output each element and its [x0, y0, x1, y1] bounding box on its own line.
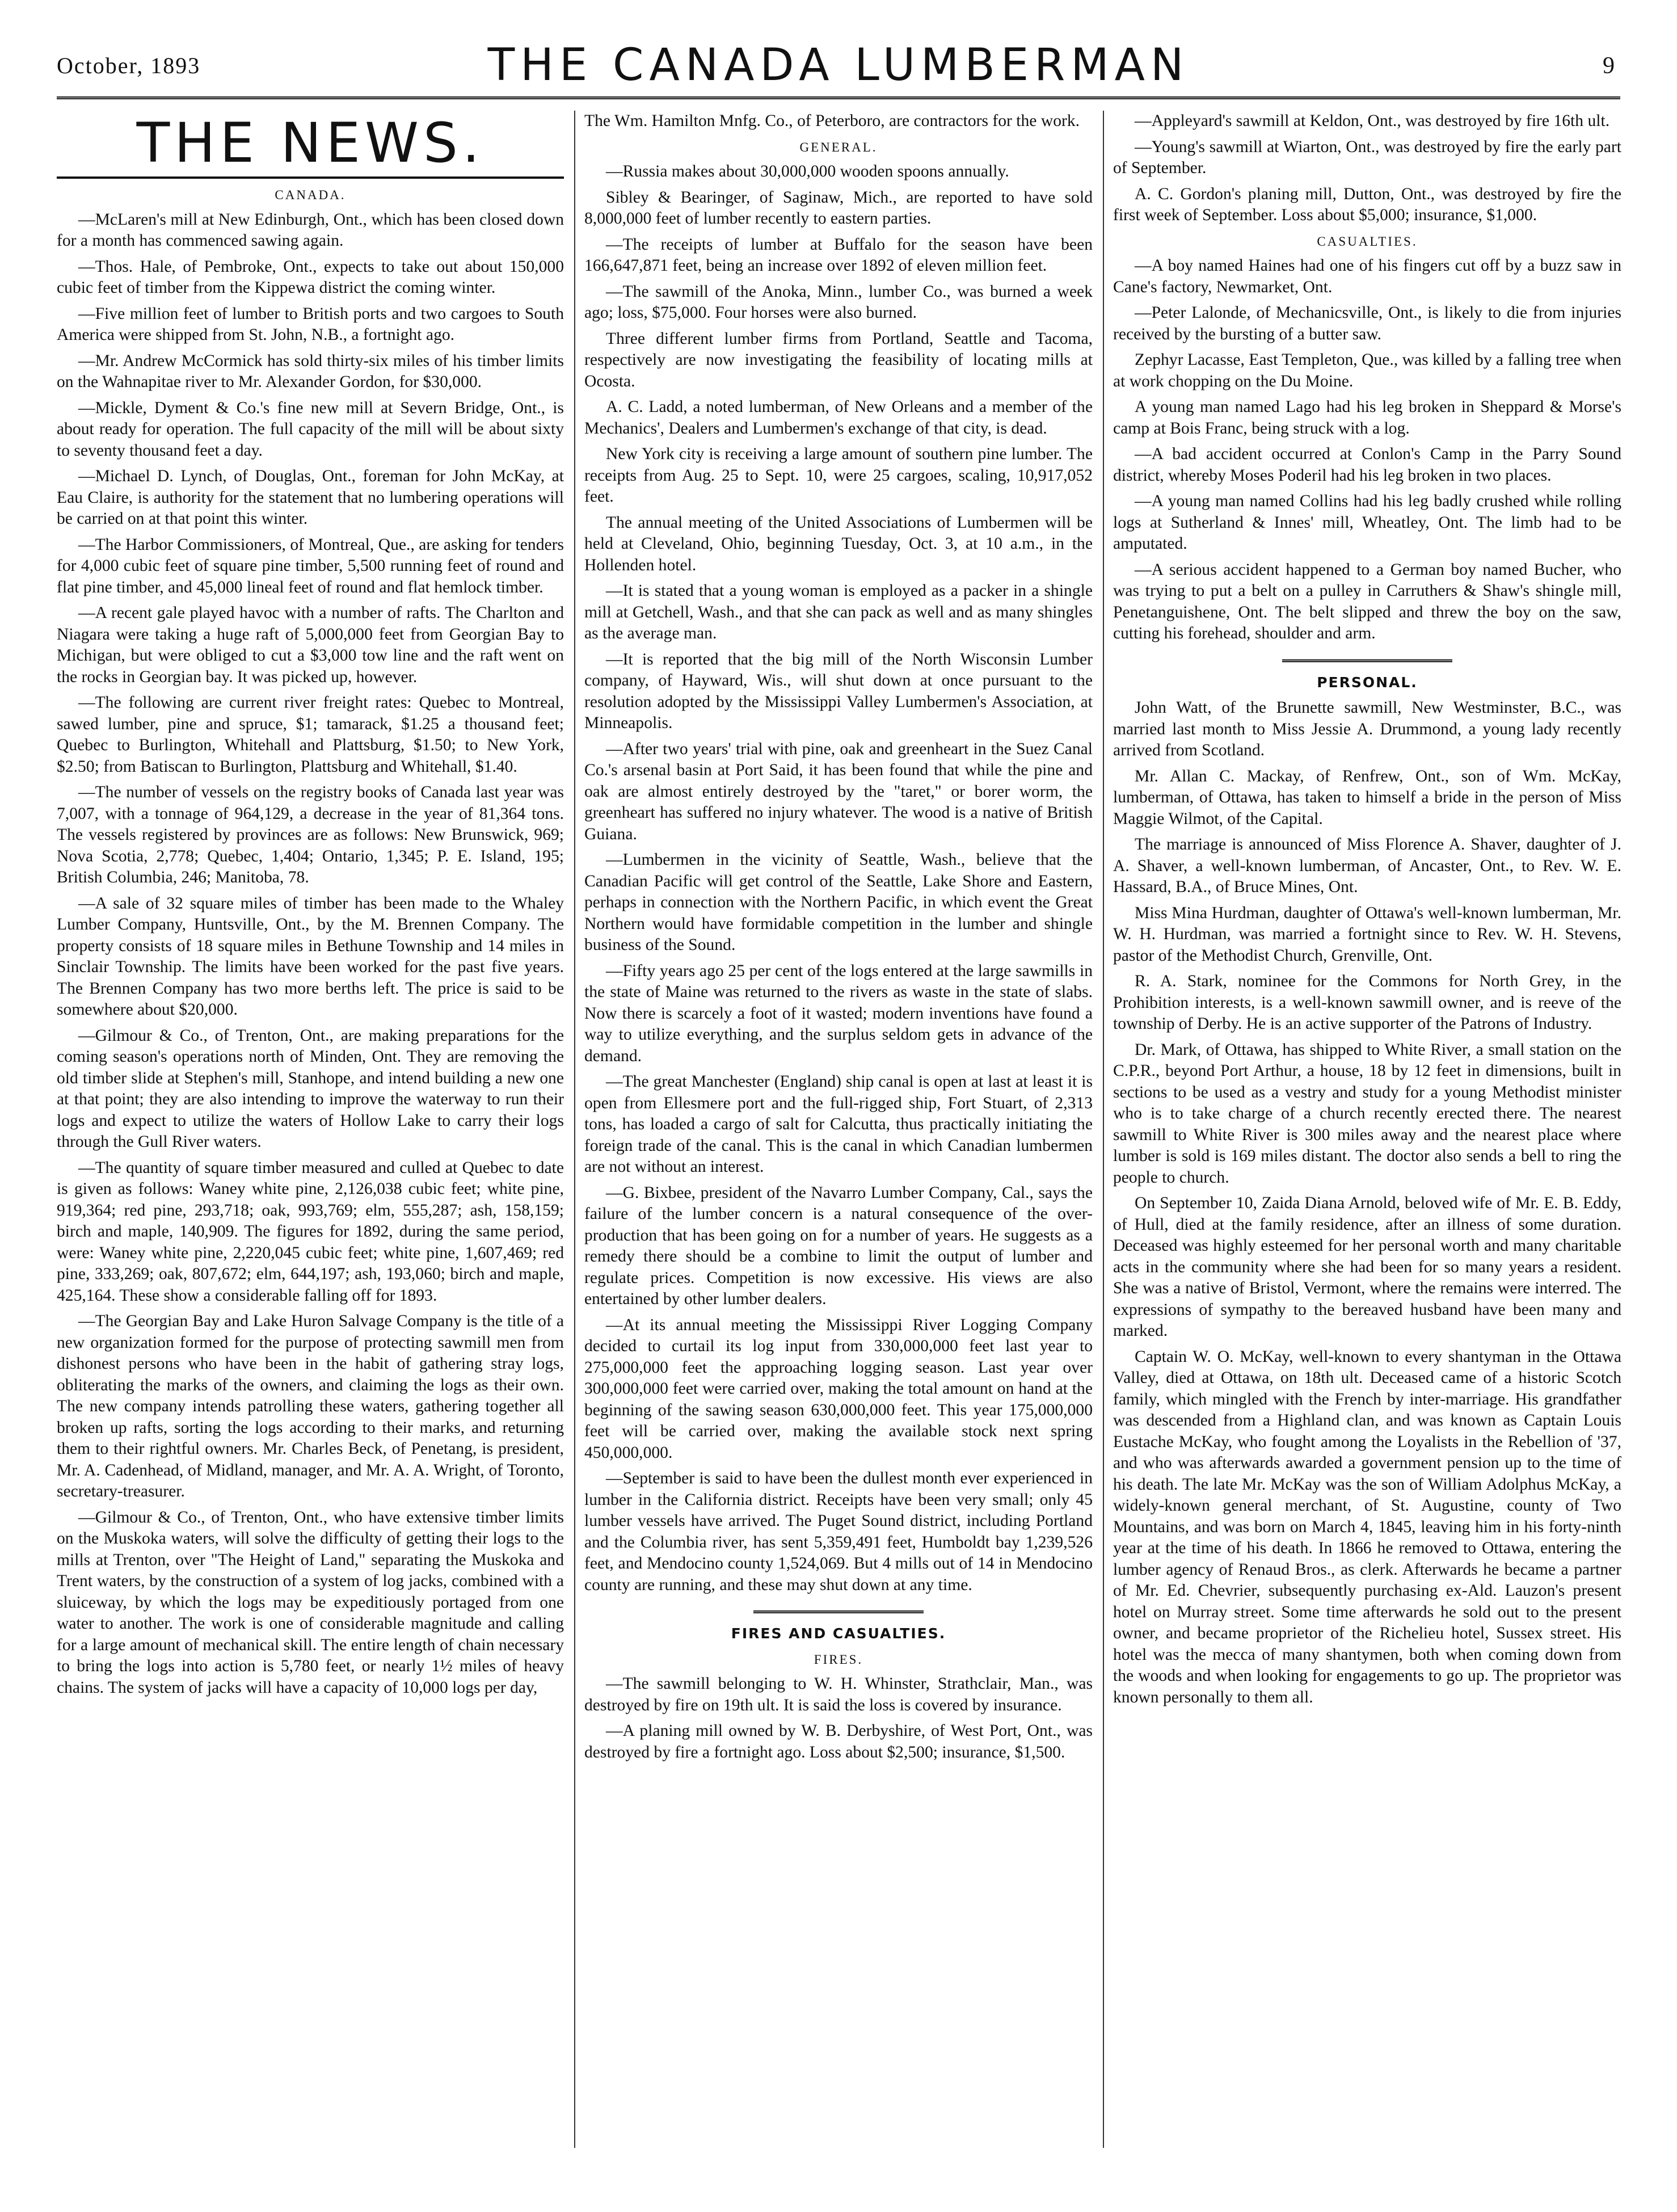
article-paragraph: —Fifty years ago 25 per cent of the logs entered at the large sawmills in the state of Maine was returned to the rivers as waste in the state of slabs. Now there is scarcely a foot of it wasted; modern inventions have found a way to utilize everything, and the surplus seldom gets in advance of the demand.: [584, 961, 1093, 1065]
article-paragraph: —McLaren's mill at New Edinburgh, Ont., which has been closed down for a month has commenced sawing again.: [57, 210, 564, 250]
article-paragraph: —The great Manchester (England) ship canal is open at last at least it is open from Ellesmere port and the full-rigged ship, Fort Stuart, of 2,313 tons, has loaded a cargo of salt for Calcutta, thus practically initiating the foreign trade of the canal. This is the canal in which Canadian lumbermen are not without an interest.: [584, 1073, 1093, 1176]
article-paragraph: —A sale of 32 square miles of timber has been made to the Whaley Lumber Company, Huntsville, Ont., by the M. Brennen Company. The property consists of 18 square miles in Bethune Township and 14 miles in Sinclair Township. The limits have been worked for the past five years. The Brennen Company has two more berths left. The price is said to be somewhere about $20,000.: [57, 894, 564, 1019]
article-paragraph: —Thos. Hale, of Pembroke, Ont., expects to take out about 150,000 cubic feet of timber from the Kippewa district the coming winter.: [57, 257, 564, 297]
subheading-canada: CANADA.: [275, 188, 346, 202]
issue-date: October, 1893: [57, 53, 201, 78]
article-paragraph: Zephyr Lacasse, East Templeton, Que., was killed by a falling tree when at work chopping on the Du Moine.: [1113, 351, 1621, 390]
article-paragraph: —Gilmour & Co., of Trenton, Ont., who have extensive timber limits on the Muskoka waters, will solve the difficulty of getting their logs to the mills at Trenton, over "The Height of Land," separating the Muskoka and Trent waters, by the construction of a system of log jacks, combined with a sluiceway, by which the logs may be expeditiously portaged from one water to another. The work is one of considerable magnitude and calling for a large amount of mechanical skill. The entire length of chain necessary to bring the logs into action is 5,780 feet, or nearly 1½ miles of heavy chains. The system of jacks will have a capacity of 10,000 logs per day,: [57, 1508, 564, 1697]
column-divider-2: [1103, 111, 1104, 2148]
column-divider-1: [574, 111, 575, 2148]
article-paragraph: The annual meeting of the United Associations of Lumbermen will be held at Cleveland, Ohio, beginning Tuesday, Oct. 3, at 10 a.m., in the Hollenden hotel.: [584, 513, 1093, 574]
masthead-rule: [57, 96, 1620, 101]
article-continuation: The Wm. Hamilton Mnfg. Co., of Peterboro, are contractors for the work.: [584, 112, 1080, 130]
article-paragraph: —Young's sawmill at Wiarton, Ont., was destroyed by fire the early part of September.: [1113, 137, 1621, 177]
subheading-fires: FIRES.: [814, 1652, 863, 1667]
article-paragraph: —The number of vessels on the registry books of Canada last year was 7,007, with a tonnage of 964,129, a decrease in the year of 81,364 tons. The vessels registered by provinces are as follows: New Brunswick, 969; Nova Scotia, 2,778; Quebec, 1,404; Ontario, 1,345; P. E. Island, 195; British Columbia, 246; Manitoba, 78.: [57, 783, 564, 886]
masthead: [0, 0, 1677, 91]
article-paragraph: —At its annual meeting the Mississippi River Logging Company decided to curtail its log input from 330,000,000 feet last year to 275,000,000 feet the approaching logging season. Last year over 300,000,000 feet were carried over, making the total amount on hand at the beginning of the sawing season 630,000,000 feet. This year 175,000,000 feet will be carried over, making the available stock next spring 450,000,000.: [584, 1315, 1093, 1462]
article-paragraph: A. C. Gordon's planing mill, Dutton, Ont., was destroyed by fire the first week of September. Loss about $5,000; insurance, $1,000.: [1113, 184, 1621, 224]
article-paragraph: —Peter Lalonde, of Mechanicsville, Ont., is likely to die from injuries received by the bursting of a butter saw.: [1113, 304, 1621, 343]
column-2: [584, 111, 1093, 1768]
article-paragraph: —A bad accident occurred at Conlon's Camp in the Parry Sound district, whereby Moses Poderil had his leg broken in two places.: [1113, 445, 1621, 485]
article-paragraph: —After two years' trial with pine, oak and greenheart in the Suez Canal Co.'s arsenal basin at Port Said, it has been found that while the pine and oak are almost entirely destroyed by the "taret," or borer worm, the greenheart has suffered no injury whatever. The wood is a native of British Guiana.: [584, 739, 1093, 843]
article-paragraph: —Mickle, Dyment & Co.'s fine new mill at Severn Bridge, Ont., is about ready for operation. The full capacity of the mill will be about sixty to seventy thousand feet a day.: [57, 398, 564, 460]
article-paragraph: —Mr. Andrew McCormick has sold thirty-six miles of his timber limits on the Wahnapitae river to Mr. Alexander Gordon, for $30,000.: [57, 351, 564, 391]
article-paragraph: —Russia makes about 30,000,000 wooden spoons annually.: [606, 162, 1009, 180]
subheading-casualties: CASUALTIES.: [1317, 234, 1418, 249]
article-paragraph: Dr. Mark, of Ottawa, has shipped to White River, a small station on the C.P.R., beyond Port Arthur, a house, 18 by 12 feet in dimensions, built in sections to be used as a vestry and study for a young Methodist minister who is to take charge of a church recently erected there. The nearest sawmill to White River is 300 miles away and the nearest place where lumber is sold is 169 miles distant. The doctor also sends a bell to ring the people to church.: [1113, 1040, 1621, 1187]
section-rule: [1282, 659, 1452, 664]
section-rule: [753, 1610, 924, 1615]
article-paragraph: —A recent gale played havoc with a number of rafts. The Charlton and Niagara were taking a huge raft of 5,000,000 feet from Georgian Bay to Michigan, but were obliged to cut a $3,000 tow line and the raft went on the rocks in Georgian bay. It was picked up, however.: [57, 604, 564, 686]
column-3: [1113, 111, 1621, 1713]
article-paragraph: —A young man named Collins had his leg badly crushed while rolling logs at Sutherland & Innes' mill, Wheatley, Ont. The limb had to be amputated.: [1113, 492, 1621, 553]
column-1: [57, 111, 564, 1703]
article-paragraph: —The sawmill of the Anoka, Minn., lumber Co., was burned a week ago; loss, $75,000. Four horses were also burned.: [584, 282, 1093, 322]
section-heading-personal: PERSONAL.: [1317, 674, 1418, 691]
article-paragraph: R. A. Stark, nominee for the Commons for North Grey, in the Prohibition interests, is a well-known sawmill owner, and is reeve of the township of Derby. He is an active supporter of the Patrons of Industry.: [1113, 972, 1621, 1033]
article-paragraph: Mr. Allan C. Mackay, of Renfrew, Ont., son of Wm. McKay, lumberman, of Ottawa, has taken to himself a bride in the person of Miss Maggie Wilmot, of the Capital.: [1113, 767, 1621, 828]
section-heading-fires-and-casualties: FIRES AND CASUALTIES.: [731, 1625, 946, 1642]
article-paragraph: Three different lumber firms from Portland, Seattle and Tacoma, respectively are now investigating the feasibility of locating mills at Ocosta.: [584, 329, 1093, 390]
page-number: 9: [1603, 53, 1615, 79]
article-paragraph: —Lumbermen in the vicinity of Seattle, Wash., believe that the Canadian Pacific will get control of the Seattle, Lake Shore and Eastern, perhaps in connection with the Northern Pacific, in which event the Great Northern would have formidable competition in the lumber and shingle business of the Sound.: [584, 851, 1093, 954]
article-paragraph: Captain W. O. McKay, well-known to every shantyman in the Ottawa Valley, died at Ottawa, on 18th ult. Deceased came of a historic Scotch family, which mingled with the French by inter-marriage. His grandfather was descended from a Highland clan, and was known as Captain Louis Eustache McKay, who fought among the Loyalists in the Rebellion of '37, and who was afterwards awarded a government pension up to the time of his death. The late Mr. McKay was the son of William Adolphus McKay, a widely-known general merchant, of St. Augustine, county of Two Mountains, and was born on March 4, 1845, leaving him in his forty-ninth year at the time of his death. In 1866 he removed to Ottawa, entering the lumber agency of Renaud Bros., as clerk. Afterwards he became a partner of Mr. Ed. Chevrier, subsequently purchasing ex-Ald. Lauzon's present hotel on Murray street. Some time afterwards he sold out to the present owner, and became proprietor of the Richelieu hotel, Sussex street. His hotel was the mecca of many shantymen, both when coming down from the woods and when looking for engagements to go up. The proprietor was known personally to them all.: [1113, 1347, 1621, 1706]
subheading-general: GENERAL.: [799, 140, 878, 154]
article-paragraph: —Appleyard's sawmill at Keldon, Ont., was destroyed by fire 16th ult.: [1135, 112, 1610, 130]
article-paragraph: —The quantity of square timber measured and culled at Quebec to date is given as follows: Waney white pine, 2,126,038 cubic feet; white pine, 919,364; red pine, 293,718; oak, 993,769; elm, 555,287; ash, 158,159; birch and maple, 140,909. The figures for 1892, during the same period, were: Waney white pine, 2,220,045 cubic feet; white pine, 1,607,469; red pine, 333,269; oak, 807,672; elm, 644,197; ash, 193,060; birch and maple, 425,164. These show a considerable falling off for 1893.: [57, 1158, 564, 1305]
article-paragraph: —The Harbor Commissioners, of Montreal, Que., are asking for tenders for 4,000 cubic feet of square pine timber, 5,500 running feet of round and flat pine timber, and 45,000 lineal feet of round and flat hemlock timber.: [57, 535, 564, 596]
article-paragraph: —It is stated that a young woman is employed as a packer in a shingle mill at Getchell, Wash., and that she can pack as well and as many shingles as the average man.: [584, 582, 1093, 642]
article-paragraph: —G. Bixbee, president of the Navarro Lumber Company, Cal., says the failure of the lumber concern is a natural consequence of the over-production that has been going on for a number of years. He suggests as a remedy there should be a combine to limit the output of lumber and regulate prices. Competition is now excessive. His views are also entertained by other lumber dealers.: [584, 1183, 1093, 1308]
article-paragraph: —The Georgian Bay and Lake Huron Salvage Company is the title of a new organization formed for the purpose of protecting sawmill men from dishonest persons who have been in the habit of gathering stray logs, obliterating the marks of the owners, and claiming the logs as their own. The new company intends patrolling these waters, gathering together all broken up rafts, sorting the logs according to their marks, and returning them to their rightful owners. Mr. Charles Beck, of Penetang, is president, Mr. A. Cadenhead, of Midland, manager, and Mr. A. A. Wright, of Toronto, secretary-treasurer.: [57, 1312, 564, 1500]
article-paragraph: —The sawmill belonging to W. H. Whinster, Strathclair, Man., was destroyed by fire on 19th ult. It is said the loss is covered by insurance.: [584, 1675, 1093, 1714]
article-paragraph: Sibley & Bearinger, of Saginaw, Mich., are reported to have sold 8,000,000 feet of lumber recently to eastern parties.: [584, 188, 1093, 228]
article-paragraph: A. C. Ladd, a noted lumberman, of New Orleans and a member of the Mechanics', Dealers and Lumbermen's exchange of that city, is dead.: [584, 398, 1093, 438]
article-paragraph: —A planing mill owned by W. B. Derbyshire, of West Port, Ont., was destroyed by fire a fortnight ago. Loss about $2,500; insurance, $1,500.: [584, 1722, 1093, 1761]
article-paragraph: —A boy named Haines had one of his fingers cut off by a buzz saw in Cane's factory, Newmarket, Ont.: [1113, 256, 1621, 296]
article-paragraph: The marriage is announced of Miss Florence A. Shaver, daughter of J. A. Shaver, a well-known lumberman, of Ancaster, Ont., to Rev. W. E. Hassard, B.A., of Bruce Mines, Ont.: [1113, 835, 1621, 896]
article-paragraph: —The receipts of lumber at Buffalo for the season have been 166,647,871 feet, being an increase over 1892 of eleven million feet.: [584, 235, 1093, 275]
article-paragraph: —A serious accident happened to a German boy named Bucher, who was trying to put a belt on a pulley in Carruthers & Shaw's shingle mill, Penetanguishene, Ont. The belt slipped and threw the boy on the saw, cutting his forehead, shoulder and arm.: [1113, 560, 1621, 642]
article-paragraph: John Watt, of the Brunette sawmill, New Westminster, B.C., was married last month to Miss Jessie A. Drummond, a young lady recently arrived from Scotland.: [1113, 699, 1621, 759]
section-title-the-news: THE NEWS.: [57, 112, 564, 179]
article-paragraph: —Gilmour & Co., of Trenton, Ont., are making preparations for the coming season's operations north of Minden, Ont. They are removing the old timber slide at Stephen's mill, Stanhope, and intend building a new one at that point; they are also intending to improve the waterway to run their logs and expect to utilize the waters of Hollow Lake to carry their logs through the Gull River waters.: [57, 1026, 564, 1151]
article-paragraph: —September is said to have been the dullest month ever experienced in lumber in the California district. Receipts have been very small; only 45 lumber vessels have arrived. The Puget Sound district, including Portland and the Columbia river, has sent 5,359,491 feet, Humboldt bay 1,239,526 feet, and Mendocino county 1,524,069. But 4 mills out of 14 in Mendocino county are running, and these may shut down at any time.: [584, 1469, 1093, 1594]
article-paragraph: —The following are current river freight rates: Quebec to Montreal, sawed lumber, pine and spruce, $1; tamarack, $1.25 a thousand feet; Quebec to Burlington, Whitehall and Plattsburg, $1.50; to New York, $2.50; from Batiscan to Burlington, Plattsburg and Whitehall, $1.40.: [57, 693, 564, 776]
newspaper-title: THE CANADA LUMBERMAN: [487, 40, 1190, 91]
article-paragraph: A young man named Lago had his leg broken in Sheppard & Morse's camp at Bois Franc, being struck with a log.: [1113, 398, 1621, 438]
article-paragraph: Miss Mina Hurdman, daughter of Ottawa's well-known lumberman, Mr. W. H. Hurdman, was married a fortnight since to Rev. W. H. Stevens, pastor of the Methodist Church, Grenville, Ont.: [1113, 903, 1621, 965]
article-paragraph: —It is reported that the big mill of the North Wisconsin Lumber company, of Hayward, Wis., will shut down at once pursuant to the resolution adopted by the Mississippi Valley Lumbermen's Association, at Minneapolis.: [584, 650, 1093, 732]
article-paragraph: New York city is receiving a large amount of southern pine lumber. The receipts from Aug. 25 to Sept. 10, were 25 cargoes, scaling, 10,917,052 feet.: [584, 445, 1093, 506]
article-paragraph: On September 10, Zaida Diana Arnold, beloved wife of Mr. E. B. Eddy, of Hull, died at the family residence, after an illness of some duration. Deceased was highly esteemed for her personal worth and many charitable acts in the community where she had been for so many years a resident. She was a native of Bristol, Vermont, where the remains were interred. The expressions of sympathy to the bereaved husband have been many and marked.: [1113, 1194, 1621, 1340]
article-paragraph: —Michael D. Lynch, of Douglas, Ont., foreman for John McKay, at Eau Claire, is authority for the statement that no lumbering operations will be carried on at that point this winter.: [57, 467, 564, 528]
article-paragraph: —Five million feet of lumber to British ports and two cargoes to South America were shipped from St. John, N.B., a fortnight ago.: [57, 304, 564, 344]
